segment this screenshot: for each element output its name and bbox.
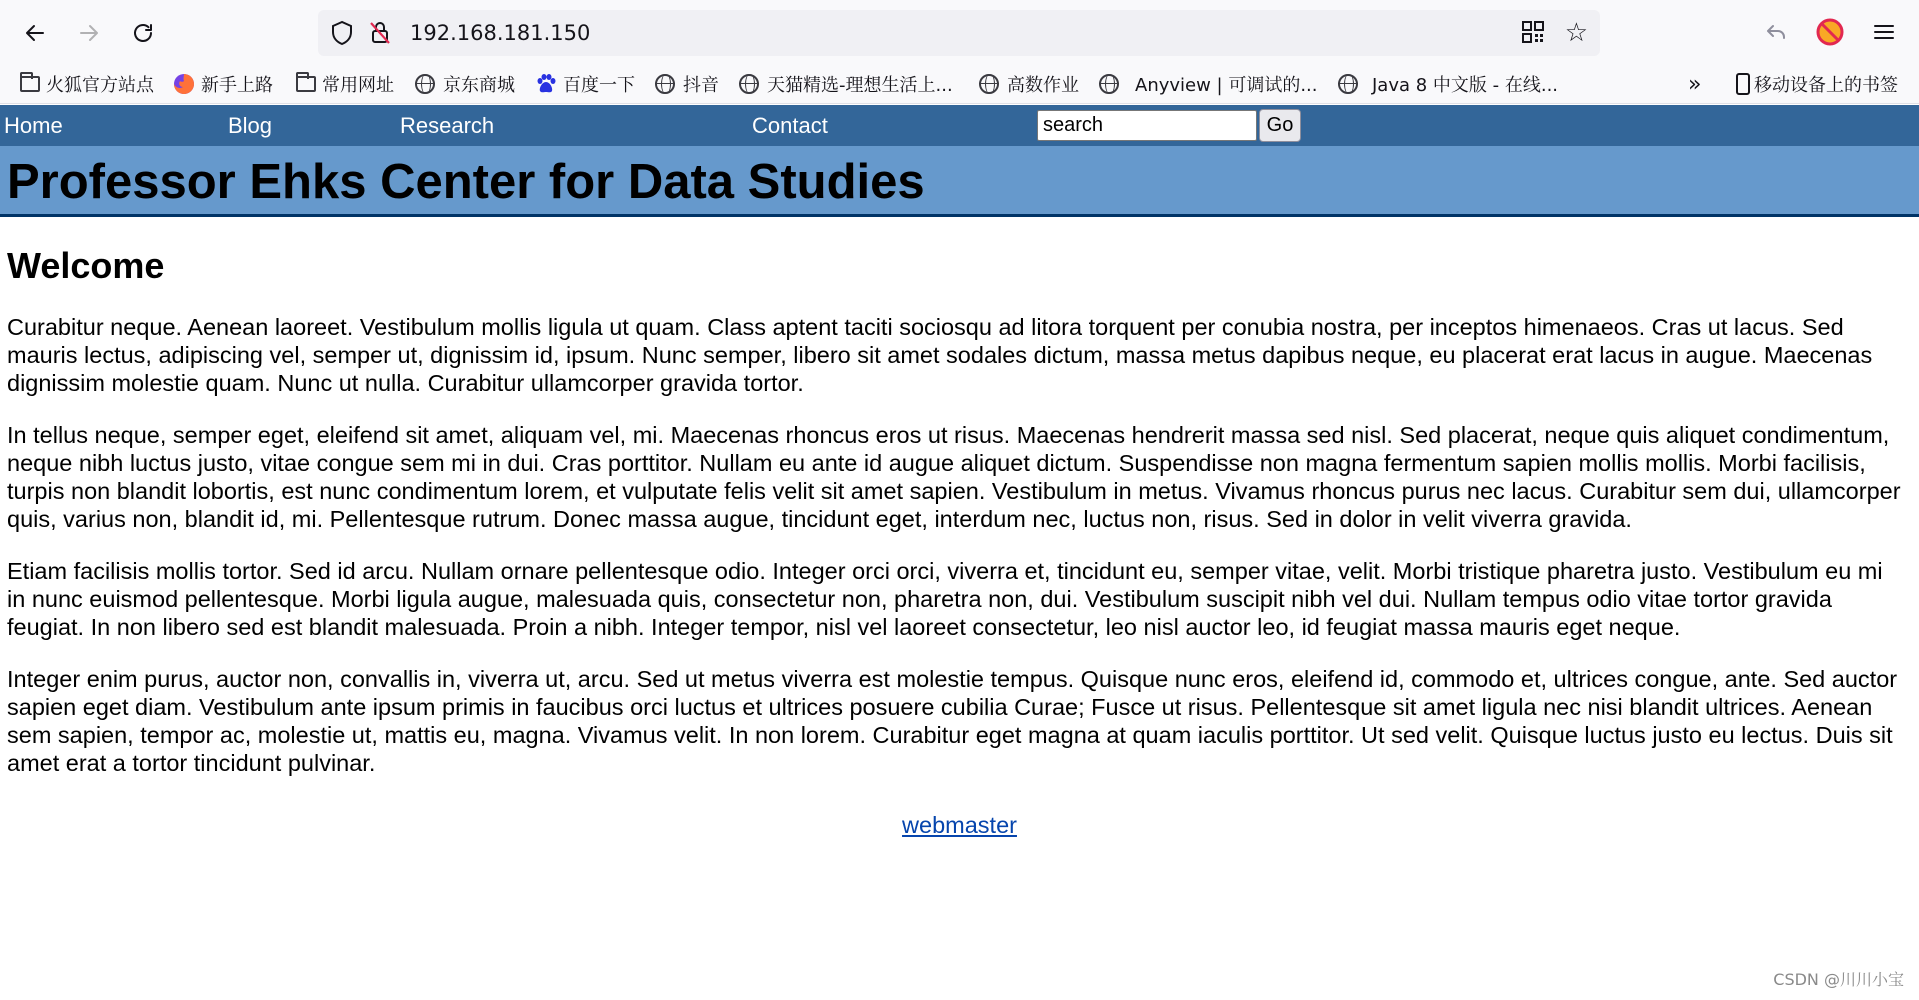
paragraph: Integer enim purus, auctor non, convallis in, viverra ut, arcu. Sed ut metus viverra est molestie tempus. Quisque nunc eros, eleifend id, commodo et, ultrices congue, ante. Sed auctor sapien eget diam. Vestibulum ante ipsum primis in faucibus orci luctus et ultrices posuere cubilia Curae; Fusce ut risus. Pellentesque sit amet ligula nec nisi blandit ultrices. Aenean sem sapien, tempor ac, molestie ut, mattis eu, magna. Vivamus velit. In non lorem. Curabitur eget magna at quam iaculis porttitor. Ut sed velit. Quisque luctus justo eu lectus. Duis sit amet erat a tortor tincidunt pulvinar.	[7, 666, 1898, 776]
page-heading: Welcome	[7, 245, 165, 286]
bookmark-item[interactable]	[979, 71, 1079, 97]
bookmark-item[interactable]	[739, 71, 953, 97]
footer	[0, 812, 1919, 839]
url-text[interactable]: 192.168.181.150	[410, 21, 591, 45]
globe-icon	[739, 74, 759, 94]
site-navbar	[0, 105, 1919, 146]
bookmark-label: 火狐官方站点	[46, 75, 154, 96]
mobile-bookmarks[interactable]	[1736, 71, 1898, 97]
globe-icon	[1099, 74, 1119, 94]
folder-icon	[20, 76, 40, 92]
bookmark-item[interactable]	[655, 71, 719, 97]
undo-icon[interactable]	[1758, 14, 1794, 50]
globe-icon	[979, 74, 999, 94]
tracking-shield-icon[interactable]	[330, 20, 354, 51]
globe-icon	[655, 74, 675, 94]
extension-blocked-icon[interactable]	[1812, 14, 1848, 50]
paragraph: Etiam facilisis mollis tortor. Sed id arcu. Nullam ornare pellentesque odio. Integer orci orci, viverra et, tincidunt eu, semper vitae, velit. Morbi tristique pharetra justo. Vestibulum eu mi in nunc euismod pellentesque. Morbi ligula augue, malesuada quis, consectetur non, pharetra non, dui. Vestibulum suscipit nibh vel dui. Nullam tempus odio vitae tortor gravida feugiat. In non libero sed est blandit malesuada. Proin a nibh. Integer tempor, nisl vel laoreet consectetur, leo nisl auctor leo, id feugiat massa mauris eget neque.	[7, 558, 1883, 640]
site-title: Professor Ehks Center for Data Studies	[7, 155, 925, 209]
paragraph: In tellus neque, semper eget, eleifend sit amet, aliquam vel, mi. Maecenas rhoncus eros ut risus. Maecenas hendrerit massa sed nisl. Sed placerat, neque quis aliquet condimentum, neque nibh luctus justo, vitae congue sem mi in dui. Cras porttitor. Nullam eu ante id augue aliquet dictum. Suspendisse non magna fermentum sapien mollis mollis. Morbi facilisis, turpis non blandit lobortis, est nunc condimentum lorem, et vulputate felis velit sit amet sapien. Vestibulum in metus. Vivamus rhoncus purus nec lacus. Curabitur sem dui, ullamcorper quis, varius non, blandit id, mi. Pellentesque rutrum. Donec massa augue, tincidunt eget, interdum nec, luctus non, risus. Sed in dolor in velit viverra gravida.	[7, 422, 1901, 532]
bookmark-label: 常用网址	[322, 75, 394, 96]
firefox-icon	[173, 73, 195, 95]
bookmark-label: Java 8 中文版 - 在线...	[1372, 75, 1559, 96]
forward-arrow-icon	[77, 21, 101, 45]
site-banner	[0, 146, 1919, 217]
bookmark-item[interactable]	[535, 71, 635, 97]
bookmark-item[interactable]	[1338, 71, 1558, 97]
bookmarks-bar	[0, 63, 1919, 104]
bookmark-label: 移动设备上的书签	[1754, 75, 1898, 96]
mobile-device-icon	[1736, 73, 1750, 95]
url-bar[interactable]	[318, 10, 1600, 56]
bookmark-label: 京东商城	[443, 75, 515, 96]
insecure-lock-icon[interactable]	[368, 20, 392, 51]
reload-icon	[131, 21, 155, 45]
back-button[interactable]	[18, 16, 52, 50]
bookmark-item[interactable]	[415, 71, 515, 97]
nav-blog-link[interactable]: Blog	[228, 113, 273, 138]
bookmarks-overflow-chevron-icon[interactable]: »	[1688, 71, 1702, 97]
bookmark-item[interactable]	[173, 71, 273, 97]
forward-button[interactable]	[72, 16, 106, 50]
nav-contact-link[interactable]: Contact	[752, 113, 828, 138]
search-go-button[interactable]: Go	[1259, 109, 1301, 142]
baidu-paw-icon	[535, 73, 557, 95]
globe-icon	[1338, 74, 1358, 94]
bookmark-item[interactable]	[20, 71, 154, 97]
watermark: CSDN @川川小宝	[1773, 970, 1904, 989]
menu-icon[interactable]	[1866, 14, 1902, 50]
globe-icon	[415, 74, 435, 94]
bookmark-label: 抖音	[683, 75, 719, 96]
nav-home-link[interactable]: Home	[4, 113, 63, 138]
bookmark-item[interactable]	[296, 71, 394, 97]
bookmark-label: 高数作业	[1007, 75, 1079, 96]
reload-button[interactable]	[126, 16, 160, 50]
paragraph: Curabitur neque. Aenean laoreet. Vestibulum mollis ligula ut quam. Class aptent taciti sociosqu ad litora torquent per conubia nostra, per inceptos himenaeos. Cras ut lacus. Sed mauris lectus, adipiscing vel, semper ut, dignissim id, ipsum. Nunc semper, libero sit amet sodales dictum, massa metus dapibus neque, eu placerat erat lacus in augue. Maecenas dignissim molestie quam. Nunc ut nulla. Curabitur ullamcorper gravida tortor.	[7, 314, 1873, 396]
nav-research-link[interactable]: Research	[400, 113, 495, 138]
search-input[interactable]	[1037, 110, 1257, 141]
bookmark-label: 新手上路	[201, 75, 273, 96]
browser-toolbar	[0, 0, 1919, 63]
bookmark-label: 天猫精选-理想生活上...	[767, 75, 953, 96]
qr-code-icon[interactable]	[1522, 21, 1544, 48]
bookmark-item[interactable]	[1099, 71, 1318, 97]
web-page	[0, 105, 1919, 1000]
bookmark-label: Anyview | 可调试的...	[1135, 75, 1318, 96]
folder-icon	[296, 76, 316, 92]
bookmark-star-icon[interactable]: ☆	[1564, 18, 1588, 48]
webmaster-link[interactable]: webmaster	[902, 812, 1017, 838]
main-content	[7, 245, 1907, 801]
bookmark-label: 百度一下	[563, 75, 635, 96]
back-arrow-icon	[23, 21, 47, 45]
